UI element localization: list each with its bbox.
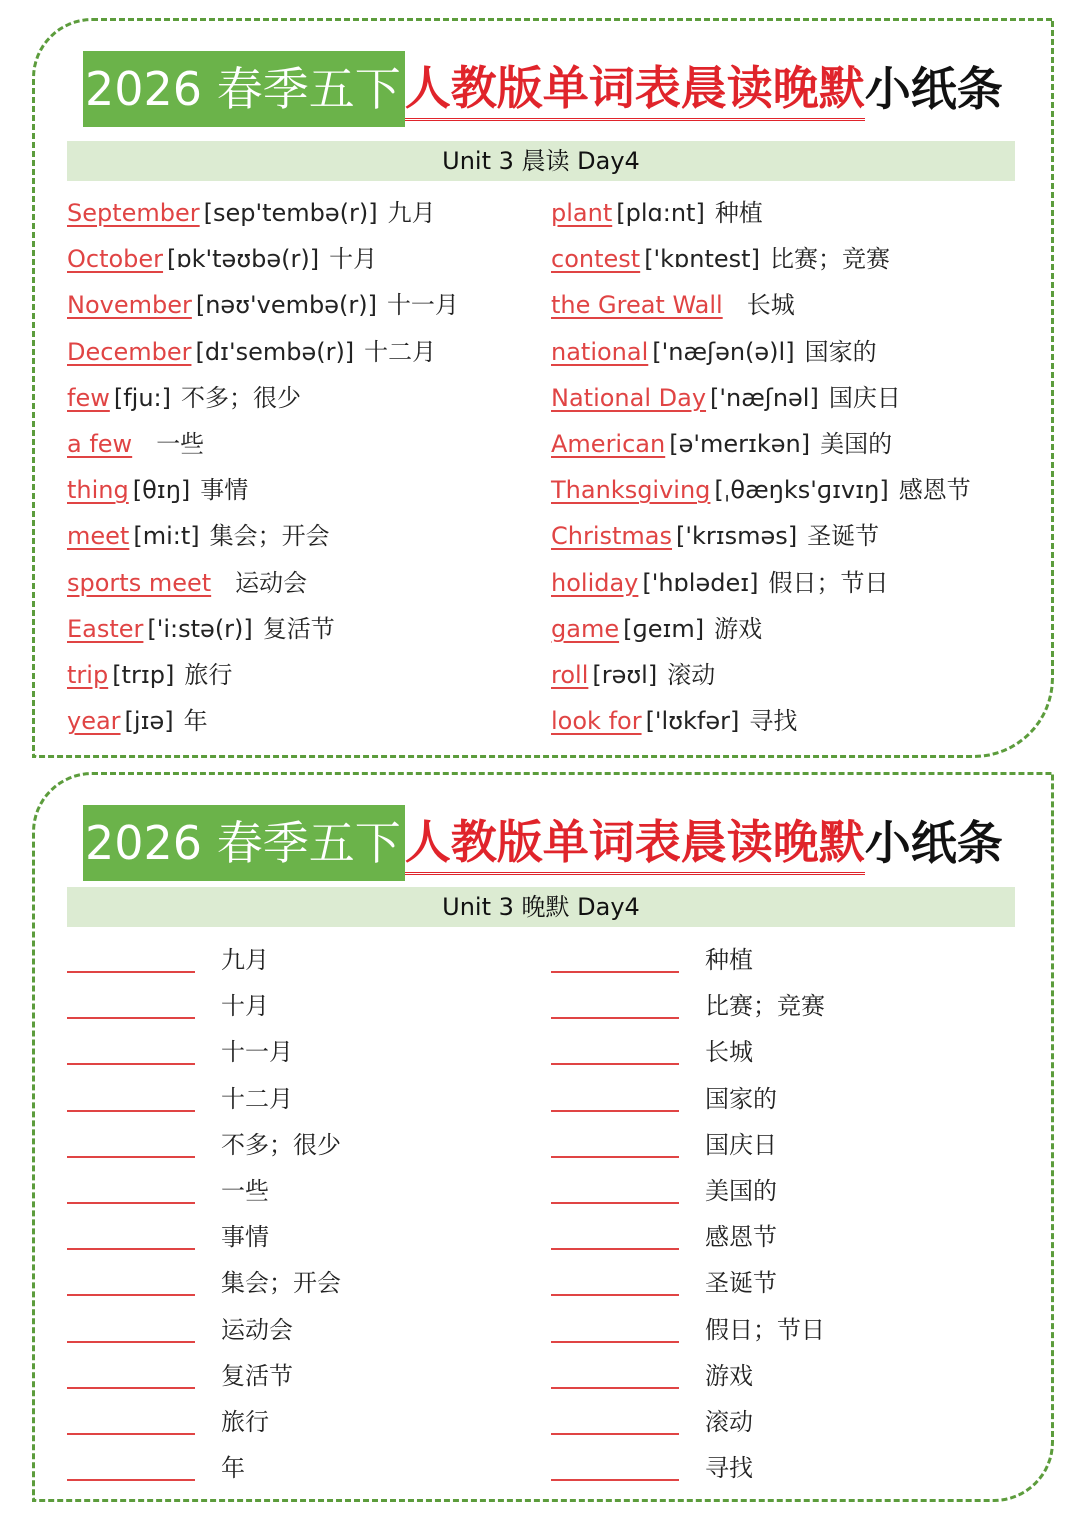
answer-blank[interactable] [67, 1156, 195, 1158]
morning-card [32, 18, 1054, 758]
chinese-meaning: 运动会 [235, 568, 308, 597]
word-row [67, 566, 307, 600]
english-word: year [67, 707, 121, 736]
english-word: National Day [551, 383, 707, 412]
word-row [67, 658, 232, 692]
answer-blank[interactable] [551, 1341, 679, 1343]
chinese-meaning: 国庆日 [705, 1130, 777, 1159]
english-word: December [67, 337, 192, 366]
chinese-meaning: 国家的 [705, 1084, 777, 1113]
chinese-meaning: 比赛；竞赛 [769, 245, 890, 274]
chinese-meaning: 旅行 [184, 661, 233, 689]
word-row [551, 335, 877, 369]
english-word: November [67, 291, 192, 320]
english-word: plant [551, 199, 613, 227]
title-green: 2026 春季五下 [83, 805, 405, 881]
chinese-meaning: 长城 [746, 291, 795, 320]
chinese-meaning: 十二月 [221, 1084, 293, 1113]
chinese-meaning: 一些 [221, 1177, 269, 1205]
english-word: look for [551, 707, 642, 736]
english-word: national [551, 337, 649, 366]
answer-blank[interactable] [67, 1433, 195, 1435]
word-row [67, 242, 377, 276]
chinese-meaning: 寻找 [749, 707, 798, 736]
answer-blank[interactable] [67, 1110, 195, 1112]
word-row [67, 196, 436, 230]
answer-blank[interactable] [551, 971, 679, 973]
answer-blank[interactable] [551, 1433, 679, 1435]
english-word: September [67, 199, 200, 227]
answer-blank[interactable] [551, 1294, 679, 1296]
phonetic: [rəʊl] [592, 661, 658, 689]
answer-blank[interactable] [551, 1063, 679, 1065]
morning-header: Unit 3 晨读 Day4 [67, 141, 1015, 181]
english-word: few [67, 383, 110, 412]
word-row [67, 288, 459, 322]
word-row [67, 335, 436, 369]
word-row [551, 612, 762, 646]
chinese-meaning: 种植 [714, 199, 763, 227]
chinese-meaning: 比赛；竞赛 [705, 992, 825, 1021]
phonetic: [nəʊ'vembə(r)] [195, 291, 377, 320]
chinese-meaning: 美国的 [820, 430, 893, 458]
english-word: Thanksgiving [551, 476, 711, 505]
answer-blank[interactable] [67, 1479, 195, 1481]
answer-blank[interactable] [67, 1063, 195, 1065]
chinese-meaning: 种植 [705, 946, 753, 974]
chinese-meaning: 年 [183, 707, 208, 736]
chinese-meaning: 九月 [221, 946, 269, 974]
english-word: October [67, 245, 164, 274]
phonetic: [mi:t] [133, 522, 200, 551]
chinese-meaning: 集会；开会 [209, 522, 330, 551]
english-word: a few [67, 430, 133, 458]
answer-blank[interactable] [551, 1017, 679, 1019]
english-word: American [551, 430, 666, 458]
english-word: meet [67, 522, 130, 551]
chinese-meaning: 十月 [221, 992, 269, 1021]
english-word: the Great Wall [551, 291, 723, 320]
answer-blank[interactable] [551, 1479, 679, 1481]
chinese-meaning: 美国的 [705, 1177, 777, 1205]
chinese-meaning: 滚动 [667, 661, 716, 689]
phonetic: ['i:stə(r)] [147, 614, 253, 643]
phonetic: [dɪ'sembə(r)] [195, 337, 355, 366]
word-row [551, 427, 892, 461]
phonetic: ['lʊkfər] [645, 707, 740, 736]
answer-blank[interactable] [67, 1294, 195, 1296]
answer-blank[interactable] [67, 1248, 195, 1250]
phonetic: [ə'merɪkən] [669, 430, 811, 458]
answer-blank[interactable] [67, 971, 195, 973]
title-black: 小纸条 [864, 62, 1003, 116]
title-black: 小纸条 [864, 816, 1003, 870]
word-row [67, 612, 335, 646]
chinese-meaning: 游戏 [705, 1361, 753, 1390]
phonetic: [ɡeɪm] [623, 614, 705, 643]
english-word: Easter [67, 614, 144, 643]
chinese-meaning: 十二月 [364, 337, 437, 366]
answer-blank[interactable] [551, 1110, 679, 1112]
phonetic: [sep'tembə(r)] [203, 199, 378, 227]
chinese-meaning: 不多；很少 [221, 1130, 341, 1159]
chinese-meaning: 十月 [329, 245, 378, 274]
phonetic: [plɑ:nt] [616, 199, 705, 227]
chinese-meaning: 圣诞节 [705, 1269, 777, 1298]
chinese-meaning: 复活节 [221, 1361, 293, 1390]
phonetic: ['krɪsməs] [676, 522, 798, 551]
word-row [551, 473, 971, 507]
phonetic: [trɪp] [112, 661, 175, 689]
phonetic: ['hɒlədeɪ] [642, 568, 759, 597]
word-row [551, 381, 901, 415]
english-word: game [551, 614, 620, 643]
english-word: trip [67, 661, 109, 689]
word-row [551, 704, 797, 738]
word-row [551, 519, 879, 553]
chinese-meaning: 长城 [705, 1038, 753, 1067]
evening-header: Unit 3 晚默 Day4 [67, 887, 1015, 927]
phonetic: [θɪŋ] [132, 476, 191, 505]
chinese-meaning: 国家的 [804, 337, 877, 366]
answer-blank[interactable] [551, 1156, 679, 1158]
word-row [551, 288, 795, 322]
chinese-meaning: 国庆日 [828, 383, 901, 412]
morning-title [83, 51, 1003, 127]
chinese-meaning: 不多；很少 [180, 383, 301, 412]
chinese-meaning: 寻找 [705, 1454, 753, 1483]
phonetic: [fju:] [113, 383, 171, 412]
answer-blank[interactable] [67, 1341, 195, 1343]
chinese-meaning: 十一月 [221, 1038, 293, 1067]
phonetic: ['næʃən(ə)l] [652, 337, 795, 366]
english-word: thing [67, 476, 129, 505]
english-word: holiday [551, 568, 639, 597]
chinese-meaning: 九月 [387, 199, 436, 227]
answer-blank[interactable] [67, 1017, 195, 1019]
chinese-meaning: 游戏 [714, 614, 763, 643]
chinese-meaning: 一些 [156, 430, 205, 458]
phonetic: [ɒk'təʊbə(r)] [167, 245, 320, 274]
answer-blank[interactable] [67, 1202, 195, 1204]
word-row [67, 704, 208, 738]
answer-blank[interactable] [551, 1202, 679, 1204]
chinese-meaning: 滚动 [705, 1408, 753, 1436]
english-word: Christmas [551, 522, 673, 551]
evening-card [32, 772, 1054, 1502]
english-word: roll [551, 661, 589, 689]
title-red: 人教版单词表晨读晚默 [405, 58, 865, 121]
chinese-meaning: 感恩节 [898, 476, 971, 505]
word-row [67, 519, 330, 553]
chinese-meaning: 复活节 [262, 614, 335, 643]
english-word: contest [551, 245, 641, 274]
chinese-meaning: 年 [221, 1454, 245, 1483]
chinese-meaning: 事情 [200, 476, 249, 505]
phonetic: [jɪə] [124, 707, 174, 736]
english-word: sports meet [67, 568, 212, 597]
word-row [551, 658, 715, 692]
word-row [67, 381, 301, 415]
answer-blank[interactable] [67, 1387, 195, 1389]
answer-blank[interactable] [551, 1248, 679, 1250]
word-row [67, 427, 204, 461]
phonetic: [ˌθæŋks'ɡɪvɪŋ] [714, 476, 889, 505]
title-red: 人教版单词表晨读晚默 [405, 812, 865, 875]
chinese-meaning: 假日；节日 [705, 1315, 825, 1344]
word-row [551, 242, 890, 276]
chinese-meaning: 圣诞节 [807, 522, 880, 551]
chinese-meaning: 运动会 [221, 1315, 293, 1344]
chinese-meaning: 感恩节 [705, 1223, 777, 1252]
word-row [67, 473, 248, 507]
chinese-meaning: 事情 [221, 1223, 269, 1252]
chinese-meaning: 集会；开会 [221, 1269, 341, 1298]
chinese-meaning: 十一月 [386, 291, 459, 320]
chinese-meaning: 旅行 [221, 1408, 269, 1436]
answer-blank[interactable] [551, 1387, 679, 1389]
phonetic: ['kɒntest] [644, 245, 760, 274]
chinese-meaning: 假日；节日 [768, 568, 889, 597]
phonetic: ['næʃnəl] [710, 383, 819, 412]
word-row [551, 566, 889, 600]
evening-title [83, 805, 1003, 881]
word-row [551, 196, 763, 230]
title-green: 2026 春季五下 [83, 51, 405, 127]
